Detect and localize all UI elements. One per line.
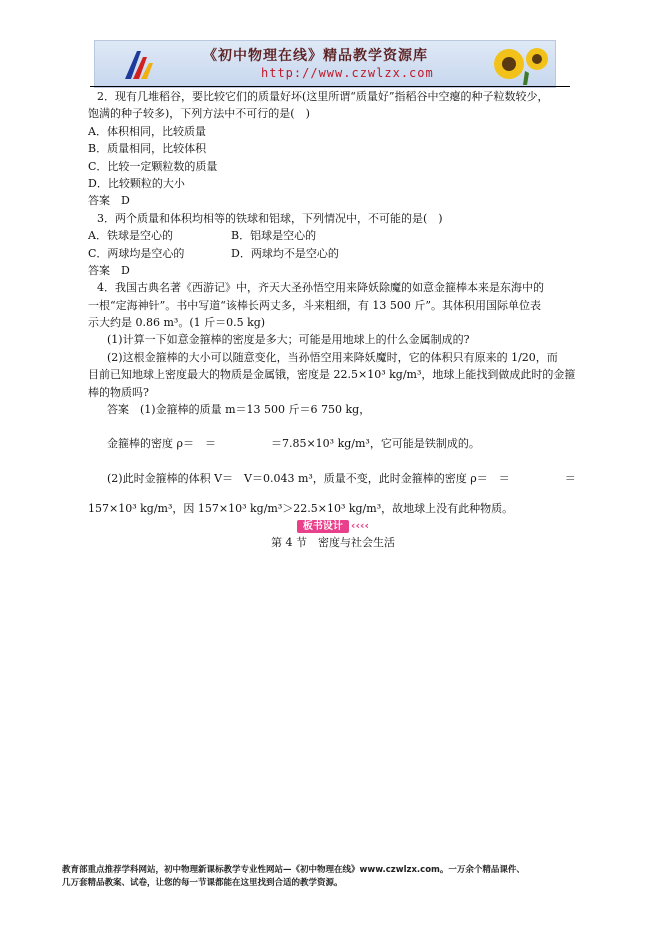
banner-url[interactable]: http://www.czwlzx.com [261,66,434,80]
q4-answer-line4: 157×10³ kg/m³，因 157×10³ kg/m³＞22.5×10³ kg/m³，故地球上没有此种物质。 [88,502,514,516]
q3-option-d: D．两球均不是空心的 [231,246,339,260]
q3-stem: 3．两个质量和体积均相等的铁球和铝球，下列情况中，不可能的是( ) [97,211,443,225]
spacer [88,453,578,470]
header-rule [90,86,570,87]
q4-subquestion-2-line3: 棒的物质吗? [88,385,149,399]
q4-subquestion-2-line2: 目前已知地球上密度最大的物质是金属锇，密度是 22.5×10³ kg/m³，地球上能找到做成此时的金箍 [88,368,576,382]
q4-answer-line1: 答案 (1)金箍棒的质量 m＝13 500 斤＝6 750 kg， [107,403,371,417]
board-design-tag: 板书设计 [297,520,349,533]
q2-option-c: C．比较一定颗粒数的质量 [88,159,218,173]
q2-stem-line1: 2．现有几堆稻谷，要比较它们的质量好坏(这里所谓“质量好”指稻谷中空瘪的种子粒数较少， [97,90,549,103]
spacer [88,487,578,500]
footer-line2: 几万套精品教案、试卷，让您的每一节课都能在这里找到合适的教学资源。 [62,878,343,888]
q3-option-c: C．两球均是空心的 [88,246,185,260]
banner-title: 《初中物理在线》精品教学资源库 [203,48,428,64]
spacer [88,418,578,435]
q3-answer: 答案 D [88,263,130,277]
q4-stem-line3: 示大约是 0.86 m³。(1 斤＝0.5 kg) [88,316,266,330]
document-body [88,88,578,551]
q2-answer: 答案 D [88,194,130,208]
q4-stem-line2: 一根“定海神针”。书中写道“该棒长两丈多，斗来粗细，有 13 500 斤”。其体积用国际单位表 [88,298,541,312]
q3-option-b: B．铝球是空心的 [231,229,317,243]
chevrons-left-icon: ‹‹‹‹ [350,519,370,533]
header-banner [94,40,556,88]
q2-option-b: B．质量相同，比较体积 [88,142,207,156]
q4-subquestion-1: (1)计算一下如意金箍棒的密度是多大；可能是用地球上的什么金属制成的? [107,333,470,347]
sunflower-icon [487,43,551,85]
q2-option-d: D．比较颗粒的大小 [88,176,185,190]
q4-stem-line1: 4．我国古典名著《西游记》中，齐天大圣孙悟空用来降妖除魔的如意金箍棒本来是东海中的 [97,281,544,295]
footer-line1: 教育部重点推荐学科网站，初中物理新课标教学专业性网站—《初中物理在线》www.czwlzx.com。一万余个精品课件、 [62,865,525,875]
q3-options-row1 [88,227,578,244]
q2-option-a: A．体积相同，比较质量 [88,124,206,138]
site-logo-icon [121,45,157,83]
q2-stem-line2: 饱满的种子较多)，下列方法中不可行的是( ) [88,107,310,121]
board-design-tag-row [88,519,578,534]
q4-subquestion-2-line1: (2)这根金箍棒的大小可以随意变化，当孙悟空用来降妖魔时，它的体积只有原来的 1/20，而 [107,350,558,364]
q4-answer-line3: (2)此时金箍棒的体积 V＝ V＝0.043 m³，质量不变，此时金箍棒的密度 ρ＝ ＝ ＝ [107,471,576,485]
q3-options-row2 [88,245,578,262]
q3-option-a: A．铁球是空心的 [88,229,173,243]
page-footer [62,864,622,890]
section-title: 第 4 节 密度与社会生活 [271,535,395,549]
q4-answer-line2: 金箍棒的密度 ρ＝ ＝ ＝7.85×10³ kg/m³，它可能是铁制成的。 [107,437,480,451]
